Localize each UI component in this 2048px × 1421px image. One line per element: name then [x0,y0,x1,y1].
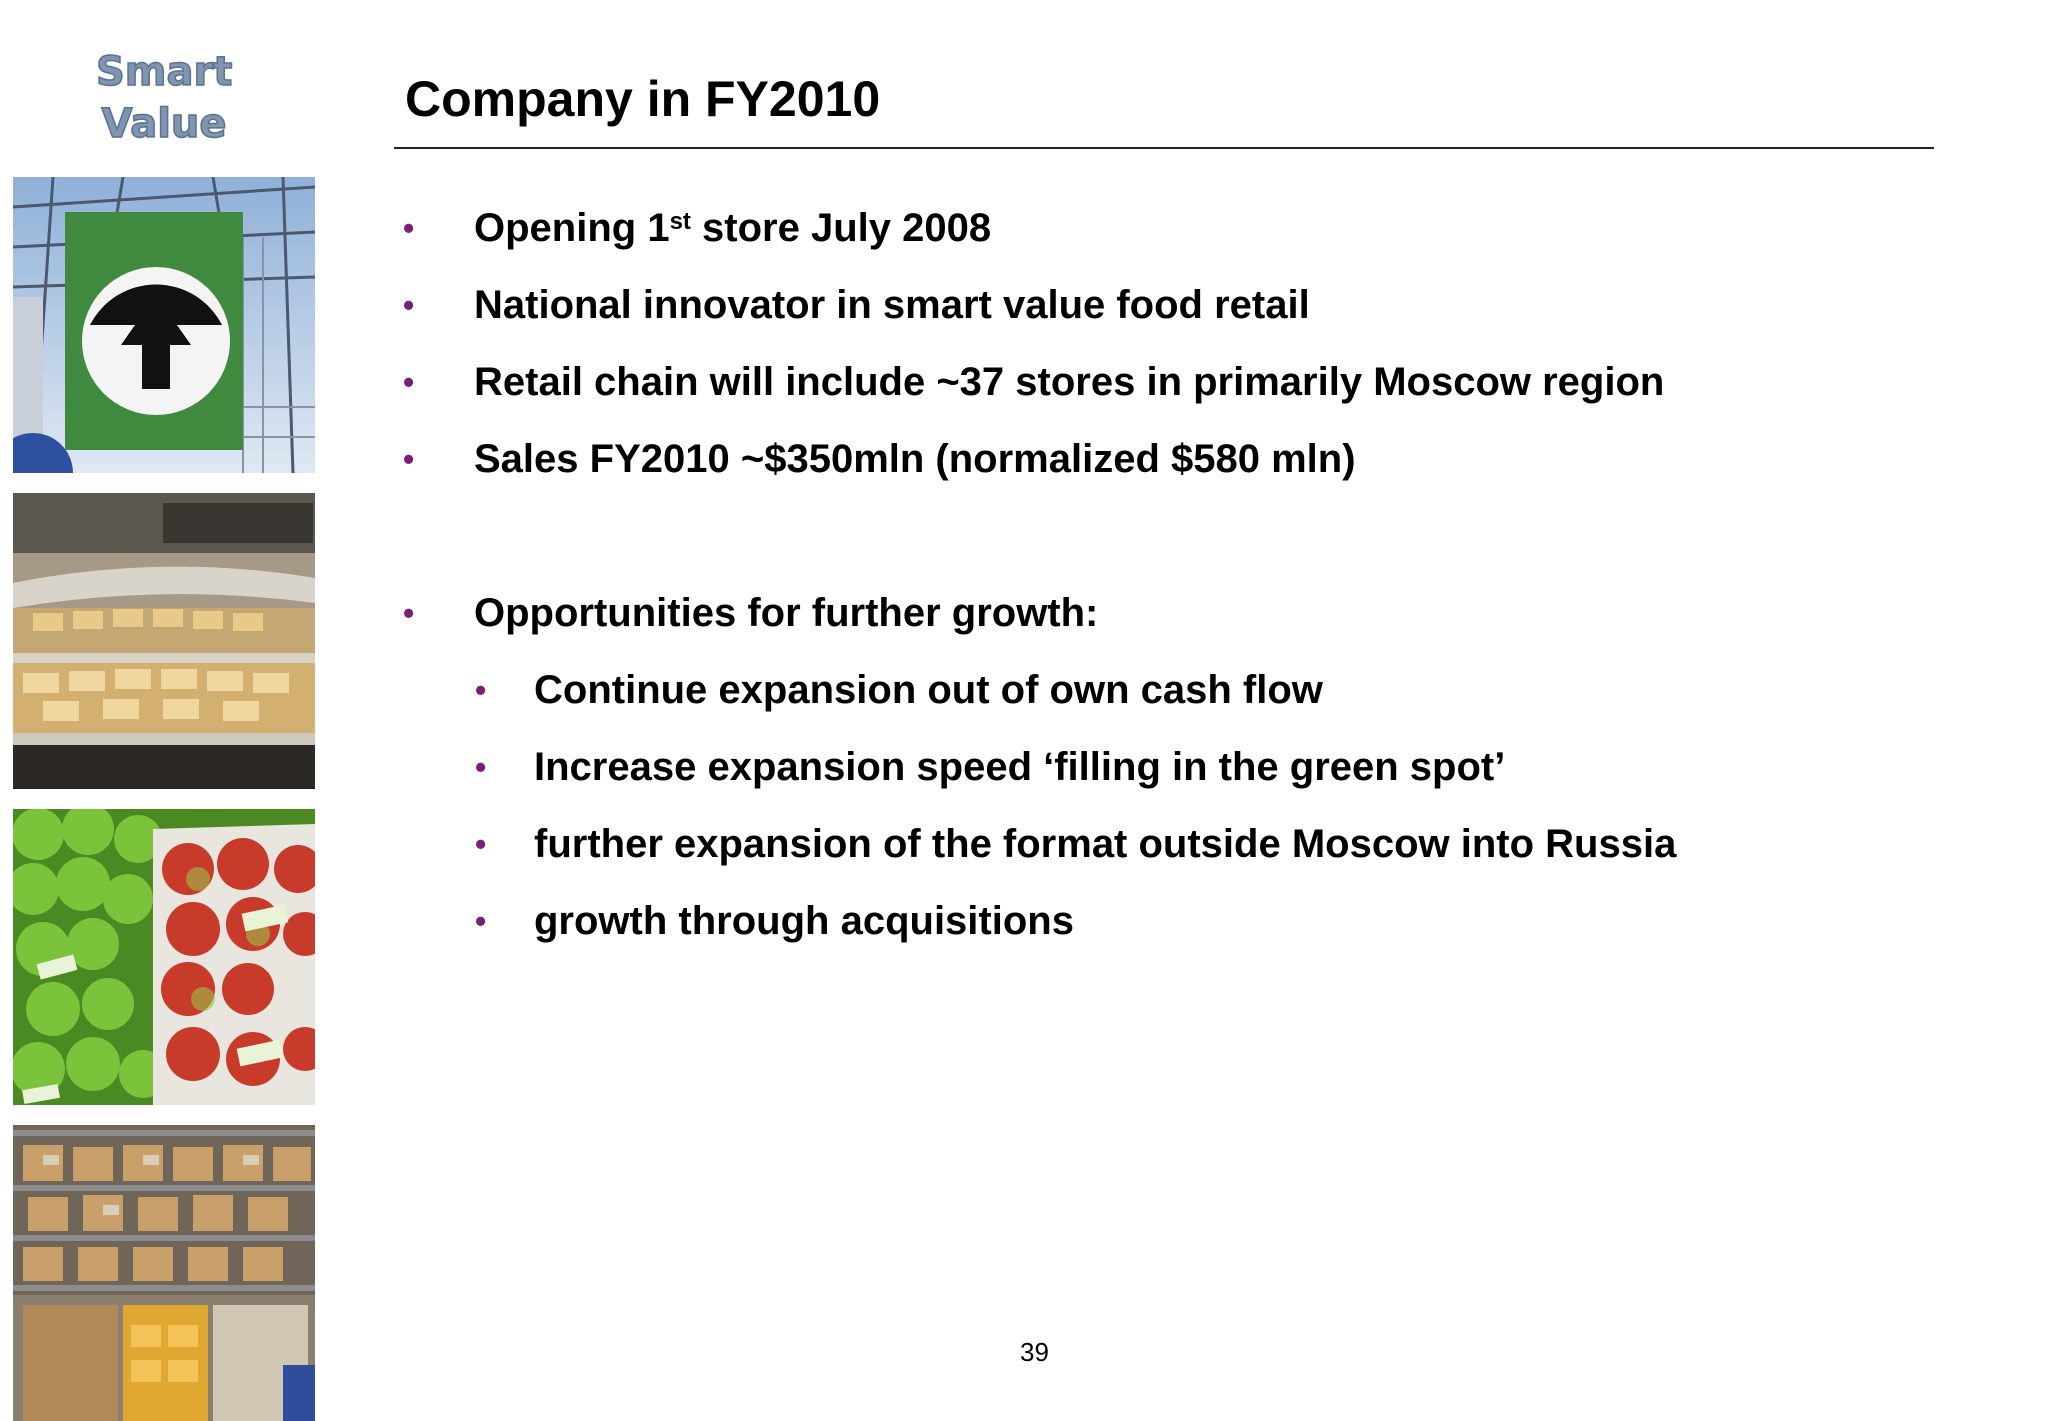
bakery-shelves-photo [13,1125,315,1421]
bullet-icon: • [475,672,487,708]
sub-list-item [398,812,1958,889]
bullet-icon: • [475,749,487,785]
smart-value-logo [96,46,232,150]
bullet-text: Sales FY2010 ~$350mln (normalized $580 mln) [474,437,1356,481]
sub-bullet-text: growth through acquisitions [534,899,1074,943]
title-divider [394,147,1934,149]
bullet-text: National innovator in smart value food retail [474,283,1310,327]
list-item [398,350,1958,427]
bullet-text-post: store July 2008 [690,206,992,250]
spacer [398,504,1958,581]
list-item [398,273,1958,350]
list-item [398,581,1958,658]
apples-photo [13,809,315,1105]
page-number: 39 [1020,1337,1049,1367]
list-item [398,196,1958,273]
sub-bullet-text: further expansion of the format outside Moscow into Russia [534,822,1677,866]
store-sign-photo [13,177,315,473]
sub-list-item [398,735,1958,812]
bullet-list [398,196,1958,966]
sub-bullet-text: Increase expansion speed ‘filling in the green spot’ [534,745,1506,789]
bullet-text: Opportunities for further growth: [474,591,1099,635]
sub-bullet-text: Continue expansion out of own cash flow [534,668,1323,712]
logo-line-1: Smart [96,49,233,95]
bullet-icon: • [403,595,415,631]
slide-title: Company in FY2010 [405,71,881,127]
sub-list-item [398,658,1958,735]
sub-list-item [398,889,1958,966]
bullet-text: Retail chain will include ~37 stores in primarily Moscow region [474,360,1665,404]
bullet-icon: • [403,441,415,477]
bullet-icon: • [403,364,415,400]
bullet-icon: • [475,826,487,862]
list-item [398,427,1958,504]
logo-line-2: Value [101,101,227,147]
bullet-icon: • [403,287,415,323]
bullet-icon: • [475,903,487,939]
deli-counter-photo [13,493,315,789]
superscript: st [669,208,691,235]
bullet-icon: • [403,210,415,246]
bullet-text-pre: Opening 1 [474,206,670,250]
